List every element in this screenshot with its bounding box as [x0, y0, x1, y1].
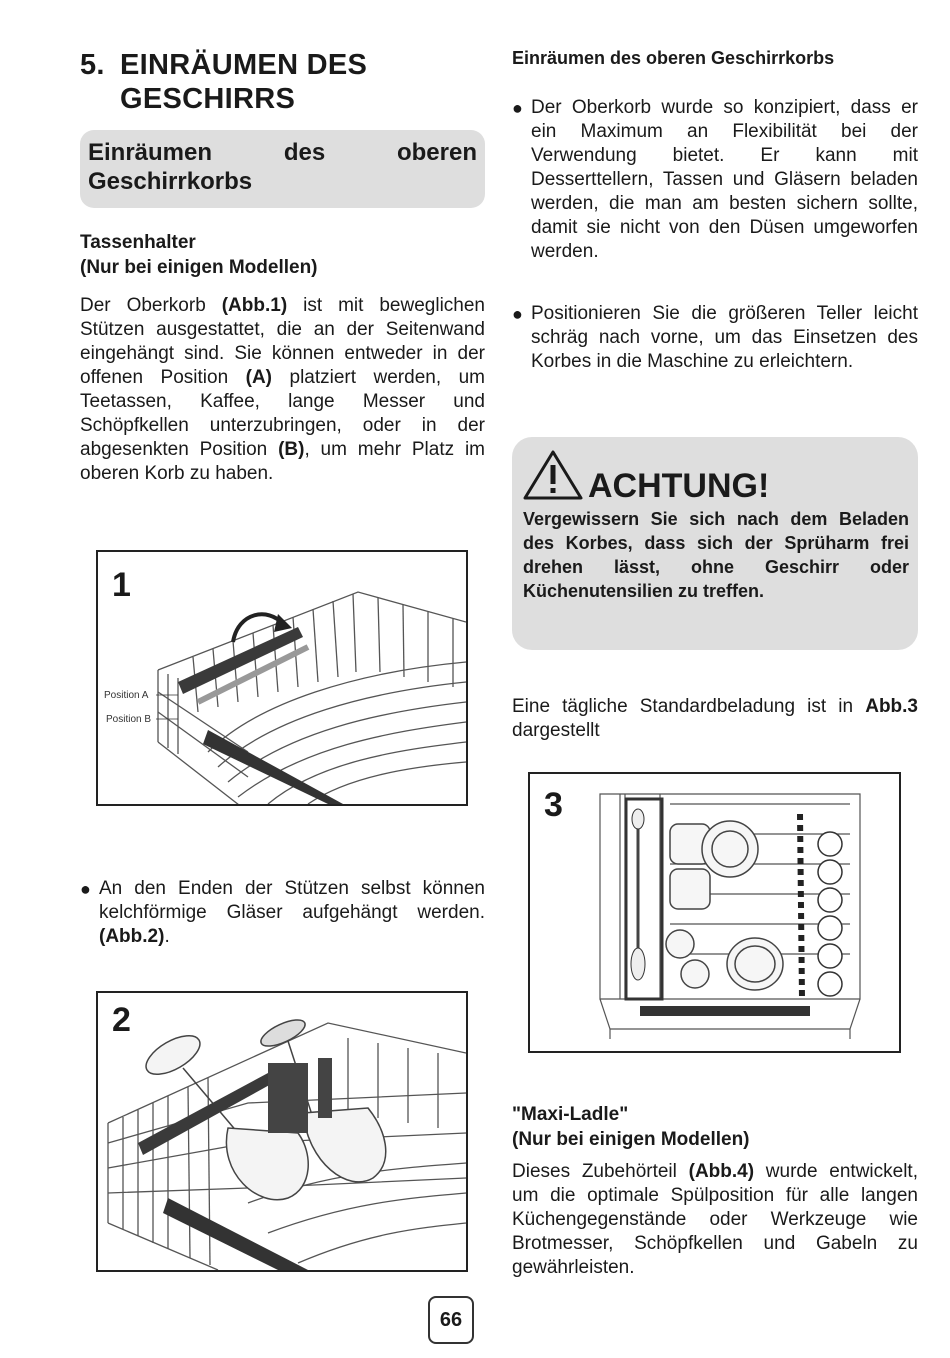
upper-basket-illustration	[98, 552, 466, 804]
right-bullet-1-text: Der Oberkorb wurde so konzipiert, dass er ein Maximum an Flexibilität bei der Verwendung bietet. Er kann mit Desserttellern, Tassen und Gläsern beladen werden, die man am besten sichern sollte, damit sie nicht von den Düsen umgeworfen werden.	[531, 97, 918, 262]
text-segment: Dieses Zubehörteil	[512, 1161, 689, 1182]
position-a-label: Position A	[104, 690, 149, 701]
figure-1	[96, 550, 468, 806]
bold-reference: (Abb.4)	[688, 1161, 755, 1182]
section-title-box	[80, 130, 485, 208]
figure-2	[96, 991, 468, 1272]
text-segment: Der Oberkorb	[80, 295, 222, 316]
chapter-title-line1: EINRÄUMEN DES	[120, 49, 368, 81]
cup-holder-paragraph	[80, 294, 485, 486]
bullet-icon: ●	[80, 879, 91, 899]
cup-holder-subtitle: (Nur bei einigen Modellen)	[80, 257, 318, 278]
glasses-bullet	[80, 877, 485, 949]
bold-reference: Abb.3	[865, 696, 918, 717]
text-segment: wurde entwickelt, um die optimale Spülposition für alle langen Küchengegenstände oder Werkzeuge wie Brotmesser, Schöpfkellen und Gabeln zu gewährleisten.	[512, 1161, 918, 1278]
page-number: 66	[428, 1296, 474, 1344]
glasses-in-basket-illustration	[98, 993, 466, 1270]
text-segment: .	[164, 926, 170, 947]
section-title: Einräumen des oberen Geschirrkorbs	[88, 139, 477, 195]
cup-holder-title: Tassenhalter	[80, 232, 196, 253]
warning-box	[512, 437, 918, 650]
chapter-title	[80, 48, 500, 116]
glasses-bullet-text	[99, 877, 485, 949]
bullet-icon: ●	[512, 304, 523, 324]
position-b-label: Position B	[106, 714, 152, 725]
figure-3-number: 3	[544, 786, 563, 824]
maxi-ladle-title: "Maxi-Ladle"	[512, 1104, 629, 1125]
text-segment: ist mit beweglichen Stützen ausgestattet, die an der Seitenwand eingehängt sind. Sie können entweder in der offenen Position	[80, 295, 486, 388]
right-bullet-2	[512, 302, 918, 374]
maxi-ladle-subtitle: (Nur bei einigen Modellen)	[512, 1129, 750, 1150]
cup-holder-heading	[80, 230, 485, 280]
figure-3	[528, 772, 901, 1053]
warning-triangle-icon	[522, 449, 584, 501]
text-segment: An den Enden der Stützen selbst können kelchförmige Gläser aufgehängt werden.	[99, 878, 485, 923]
chapter-title-line2: GESCHIRRS	[120, 83, 296, 115]
warning-text: Vergewissern Sie sich nach dem Beladen des Korbes, dass sich der Sprüharm frei drehen lässt, ohne Geschirr oder Küchenutensilien zu treffen.	[523, 509, 909, 601]
bold-reference: (B)	[278, 439, 305, 460]
figure-2-number: 2	[112, 1001, 131, 1039]
bold-reference: (Abb.2)	[99, 926, 165, 947]
right-bullet-2-text: Positionieren Sie die größeren Teller leicht schräg nach vorne, um das Einsetzen des Korbes in die Maschine zu erleichtern.	[531, 303, 918, 372]
text-segment: dargestellt	[512, 720, 600, 741]
chapter-number: 5.	[80, 49, 105, 81]
standard-load-text	[512, 695, 918, 743]
maxi-ladle-paragraph	[512, 1160, 918, 1280]
warning-title: ACHTUNG!	[588, 467, 770, 505]
text-segment: Eine tägliche Standardbeladung ist in	[512, 696, 866, 717]
bold-reference: (Abb.1)	[221, 295, 288, 316]
text-segment: , um mehr Platz im oberen Korb zu haben.	[80, 439, 485, 484]
bullet-icon: ●	[512, 98, 523, 118]
bold-reference: (A)	[245, 367, 273, 388]
maxi-ladle-heading	[512, 1102, 918, 1152]
right-heading: Einräumen des oberen Geschirrkorbs	[512, 48, 835, 68]
right-bullet-1	[512, 96, 918, 264]
standard-load-illustration	[530, 774, 899, 1051]
text-segment: platziert werden, um Teetassen, Kaffee, lange Messer und Schöpfkellen unterzubringen, oder in der abgesenkten Position	[80, 367, 485, 460]
figure-1-number: 1	[112, 566, 131, 604]
